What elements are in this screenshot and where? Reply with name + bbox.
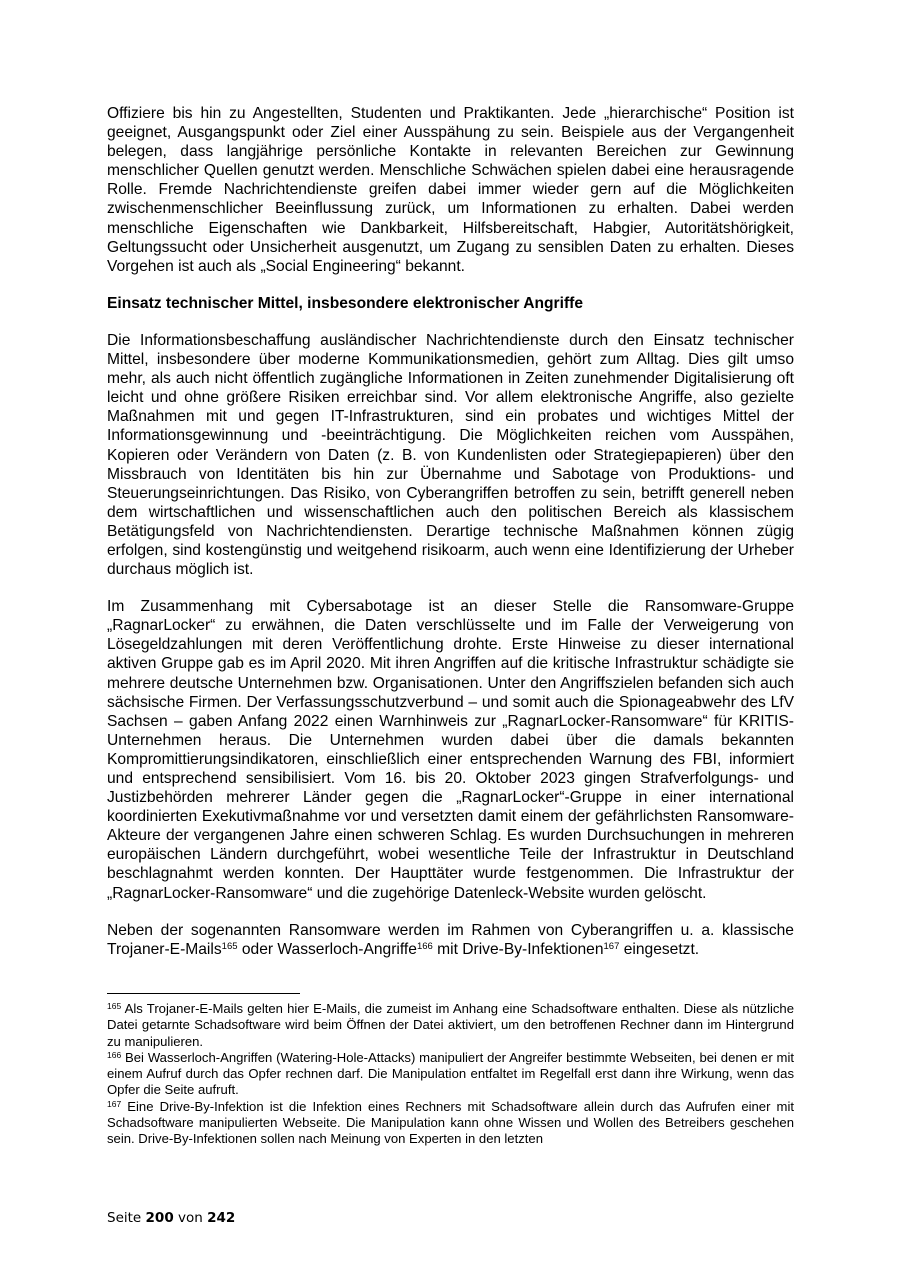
footnote-number: 166 xyxy=(107,1049,122,1060)
paragraph-1: Offiziere bis hin zu Angestellten, Studenten und Praktikanten. Jede „hierarchische“ Position ist geeignet, Ausgangspunkt oder Ziel einer Ausspähung zu sein. Beispiele aus der Vergangenheit belegen, dass langjährige persönliche Kontakte in relevanten Bereichen zur Gewinnung menschlicher Quellen genutzt werden. Menschliche Schwächen spielen dabei eine herausragende Rolle. Fremde Nachrichtendienste greifen dabei immer wieder gern auf die Möglichkeiten zwischenmenschlicher Beeinflussung zurück, um Informationen zu erhalten. Dabei werden menschliche Eigenschaften wie Dankbarkeit, Hilfsbereitschaft, Habgier, Autoritätshörigkeit, Geltungssucht oder Unsicherheit ausgenutzt, um Zugang zu sensiblen Daten zu erhalten. Dieses Vorgehen ist auch als „Social Engineering“ bekannt. xyxy=(107,105,794,275)
paragraph-4-text-b: oder Wasserloch-Angriffe xyxy=(237,940,417,958)
paragraph-2: Die Informationsbeschaffung ausländischer Nachrichtendienste durch den Einsatz technischer Mittel, insbesondere über moderne Kommunikationsmedien, gehört zum Alltag. Dies gilt umso mehr, als auch nicht öffentlich zugängliche Informationen in Zeiten zunehmender Digitalisierung oft leicht und ohne größere Risiken erreichbar sind. Vor allem elektronische Angriffe, also gezielte Maßnahmen mit und gegen IT-Infrastrukturen, sind ein probates und wichtiges Mittel der Informationsgewinnung und -beeinträchtigung. Die Möglichkeiten reichen vom Ausspähen, Kopieren oder Verändern von Daten (z. B. von Kundenlisten oder Strategiepapieren) über den Missbrauch von Identitäten bis hin zur Übernahme und Sabotage von Produktions- und Steuerungseinrichtungen. Das Risiko, von Cyberangriffen betroffen zu sein, betrifft generell neben dem wirtschaftlichen und wissenschaftlichen auch den politischen Bereich als klassischem Betätigungsfeld von Nachrichtendiensten. Derartige technische Maßnahmen können zügig erfolgen, sind kostengünstig und weitgehend risikoarm, auch wenn eine Identifizierung der Urheber durchaus möglich ist. xyxy=(107,331,794,579)
footer-prefix: Seite xyxy=(107,1210,142,1226)
page-number: 200 xyxy=(145,1210,174,1226)
paragraph-3: Im Zusammenhang mit Cybersabotage ist an dieser Stelle die Ransomware-Gruppe „RagnarLocker“ zu erwähnen, die Daten verschlüsselte und im Falle der Verweigerung von Lösegeldzahlungen mit deren Veröffentlichung drohte. Erste Hinweise zu dieser international aktiven Gruppe gab es im April 2020. Mit ihren Angriffen auf die kritische Infrastruktur schädigte sie mehrere deutsche Unternehmen bzw. Organisationen. Unter den Angriffszielen befanden sich auch sächsische Firmen. Der Verfassungsschutzverbund – und somit auch die Spionageabwehr des LfV Sachsen – gaben Anfang 2022 einen Warnhinweis zur „RagnarLocker-Ransomware“ für KRITIS-Unternehmen heraus. Die Unternehmen wurden dabei über die damals bekannten Kompromittierungsindikatoren, einschließlich einer entsprechenden Warnung des FBI, informiert und entsprechend sensibilisiert. Vom 16. bis 20. Oktober 2023 gingen Strafverfolgungs- und Justizbehörden mehrerer Länder gegen die „RagnarLocker“-Gruppe in einer international koordinierten Exekutivmaßnahme vor und versetzten damit einem der gefährlichsten Ransomware-Akteure der vergangenen Jahre einen schweren Schlag. Es wurden Durchsuchungen in mehreren europäischen Ländern durchgeführt, wobei wesentliche Teile der Infrastruktur in Deutschland beschlagnahmt werden konnten. Der Haupttäter wurde festgenommen. Die Infrastruktur der „RagnarLocker-Ransomware“ und die zugehörige Datenleck-Website wurden gelöscht. xyxy=(107,598,794,902)
paragraph-4-text-a: Neben der sogenannten Ransomware werden im Rahmen von Cyberangriffen u. a. klassische Trojaner-E-Mails xyxy=(107,921,794,958)
main-text xyxy=(107,104,794,959)
footnote-166 xyxy=(107,1050,794,1099)
footnote-text: Als Trojaner-E-Mails gelten hier E-Mails, die zumeist im Anhang eine Schadsoftware enthalten. Diese als nützliche Datei getarnte Schadsoftware wird beim Öffnen der Datei aktiviert, um den betroffenen Rechner dann im Hintergrund zu manipulieren. xyxy=(107,1001,794,1049)
footnote-number: 167 xyxy=(107,1098,122,1109)
page-total: 242 xyxy=(207,1210,236,1226)
footnote-167 xyxy=(107,1099,794,1148)
footnote-number: 165 xyxy=(107,1001,122,1011)
paragraph-4 xyxy=(107,921,794,959)
footnote-separator xyxy=(107,993,300,994)
paragraph-4-text-c: mit Drive-By-Infektionen xyxy=(432,940,604,958)
footer-middle: von xyxy=(178,1210,203,1226)
paragraph-4-text-d: eingesetzt. xyxy=(619,940,700,958)
footnote-ref-165[interactable]: 165 xyxy=(221,940,238,952)
section-heading: Einsatz technischer Mittel, insbesondere elektronischer Angriffe xyxy=(107,294,584,312)
footnote-ref-167[interactable]: 167 xyxy=(603,940,620,952)
footnote-ref-166[interactable]: 166 xyxy=(416,940,433,952)
page-footer xyxy=(107,1210,235,1226)
footnote-text: Bei Wasserloch-Angriffen (Watering-Hole-Attacks) manipuliert der Angreifer bestimmte Webseiten, bei denen er mit einem Aufruf durch das Opfer rechnen darf. Die Manipulation entfaltet im Regelfall erst dann ihre Wirkung, wenn das Opfer die Seite aufruft. xyxy=(107,1049,794,1098)
footnotes xyxy=(107,1001,794,1148)
footnote-165 xyxy=(107,1001,794,1050)
footnote-text: Eine Drive-By-Infektion ist die Infektion eines Rechners mit Schadsoftware allein durch das Aufrufen einer mit Schadsoftware manipulierten Webseite. Die Manipulation kann ohne Wissen und Wollen des Betreibers geschehen sein. Drive-By-Infektionen sollen nach Meinung von Experten in den letzten xyxy=(107,1098,794,1147)
